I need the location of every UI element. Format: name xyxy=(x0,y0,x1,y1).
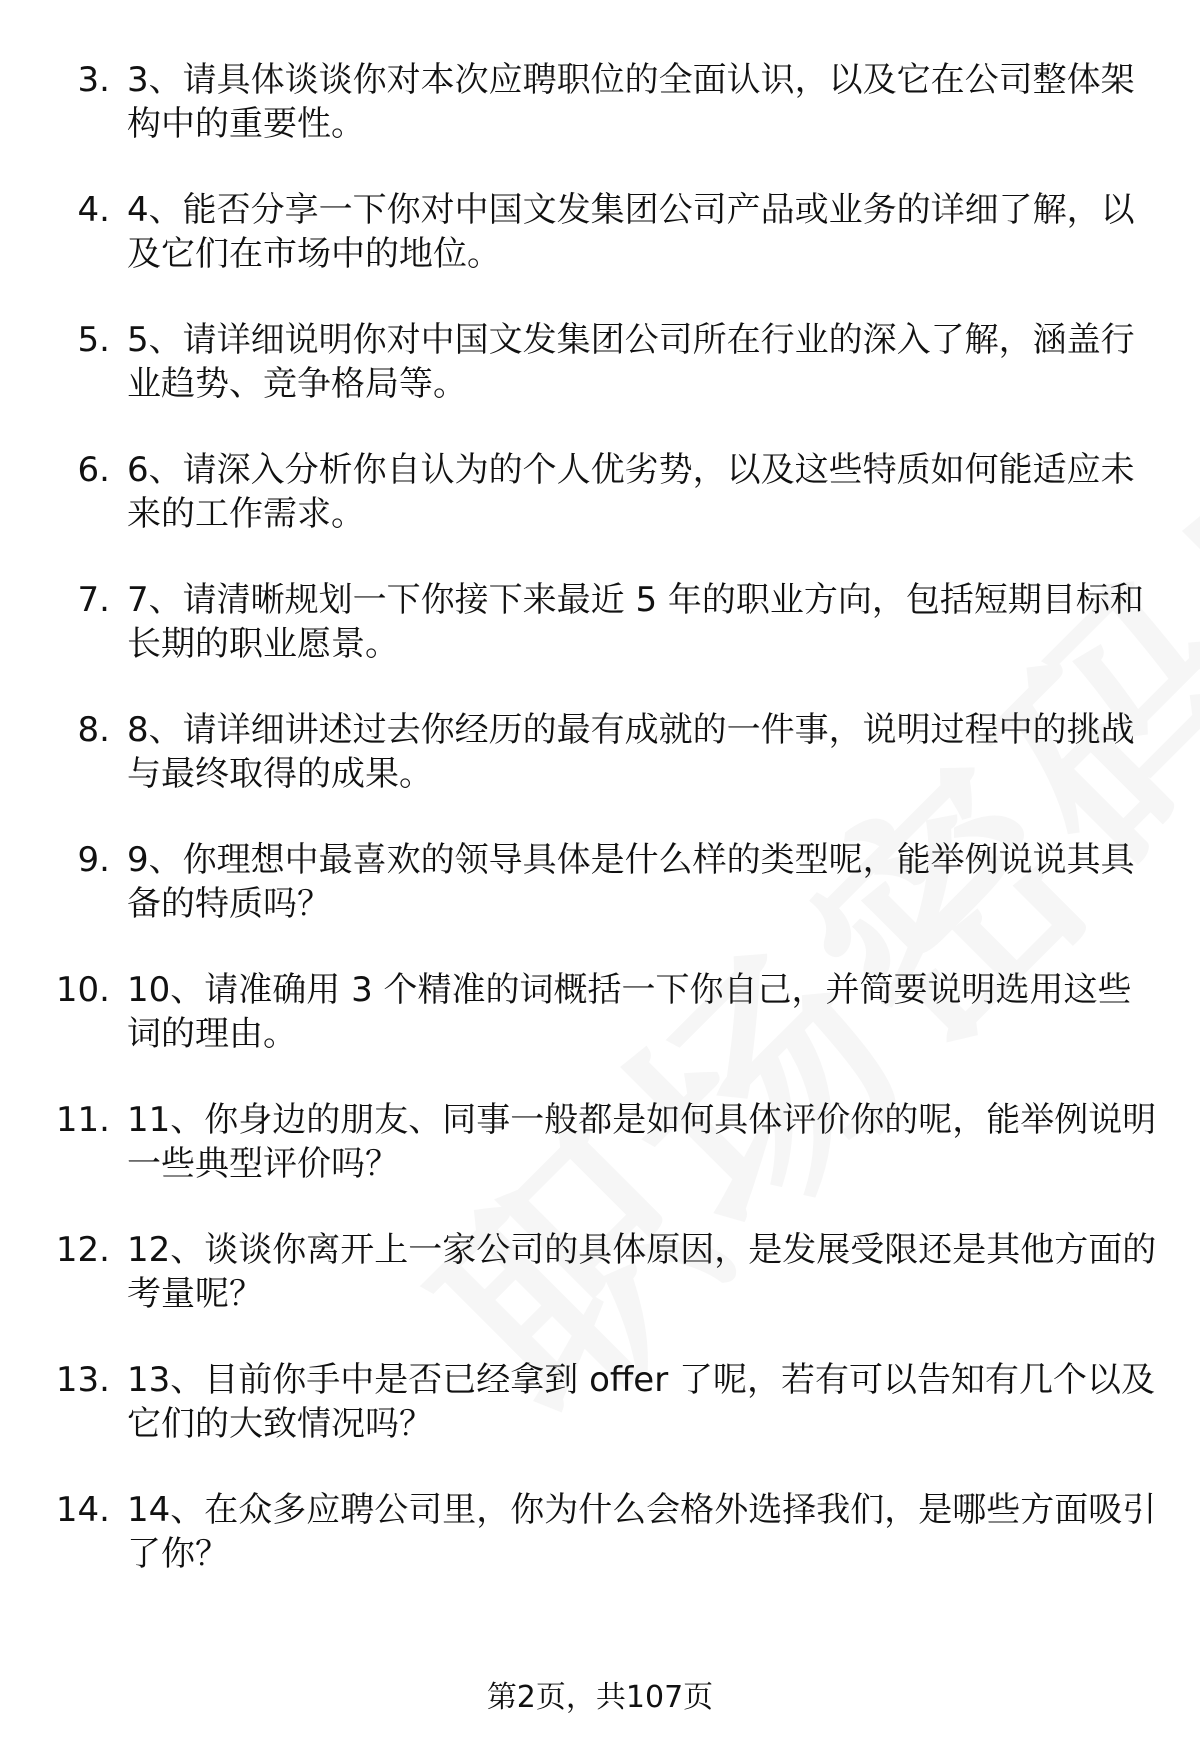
page-number-footer: 第2页，共107页 xyxy=(486,1680,714,1715)
question-item xyxy=(0,448,1200,578)
question-item xyxy=(0,838,1200,968)
question-text: 13、目前你手中是否已经拿到 offer 了呢，若有可以告知有几个以及它们的大致情况吗？ xyxy=(127,1360,1155,1444)
question-number: 6. xyxy=(77,450,110,490)
question-number: 9. xyxy=(77,840,110,880)
question-item xyxy=(0,188,1200,318)
question-text: 7、请清晰规划一下你接下来最近 5 年的职业方向，包括短期目标和长期的职业愿景。 xyxy=(127,580,1144,664)
question-item xyxy=(0,1228,1200,1358)
question-number: 7. xyxy=(77,580,110,620)
question-number: 4. xyxy=(77,190,110,230)
question-text: 6、请深入分析你自认为的个人优劣势，以及这些特质如何能适应未来的工作需求。 xyxy=(127,450,1135,534)
question-number: 11. xyxy=(55,1100,110,1140)
question-number: 12. xyxy=(55,1230,110,1270)
question-item xyxy=(0,1098,1200,1228)
question-list xyxy=(0,58,1200,1618)
question-text: 4、能否分享一下你对中国文发集团公司产品或业务的详细了解，以及它们在市场中的地位。 xyxy=(127,190,1135,274)
question-text: 10、请准确用 3 个精准的词概括一下你自己，并简要说明选用这些词的理由。 xyxy=(127,970,1132,1054)
question-item xyxy=(0,1358,1200,1488)
question-item xyxy=(0,318,1200,448)
question-text: 8、请详细讲述过去你经历的最有成就的一件事，说明过程中的挑战与最终取得的成果。 xyxy=(127,710,1135,794)
question-number: 10. xyxy=(55,970,110,1010)
question-text: 14、在众多应聘公司里，你为什么会格外选择我们，是哪些方面吸引了你？ xyxy=(127,1490,1157,1574)
question-number: 3. xyxy=(77,60,110,100)
question-item xyxy=(0,58,1200,188)
question-text: 3、请具体谈谈你对本次应聘职位的全面认识，以及它在公司整体架构中的重要性。 xyxy=(127,60,1135,144)
question-text: 11、你身边的朋友、同事一般都是如何具体评价你的呢，能举例说明一些典型评价吗？ xyxy=(127,1100,1157,1184)
question-item xyxy=(0,968,1200,1098)
question-text: 9、你理想中最喜欢的领导具体是什么样的类型呢，能举例说说其具备的特质吗？ xyxy=(127,840,1135,924)
question-number: 14. xyxy=(55,1490,110,1530)
question-item xyxy=(0,708,1200,838)
question-text: 12、谈谈你离开上一家公司的具体原因，是发展受限还是其他方面的考量呢？ xyxy=(127,1230,1157,1314)
question-number: 8. xyxy=(77,710,110,750)
question-number: 5. xyxy=(77,320,110,360)
question-item xyxy=(0,578,1200,708)
question-number: 13. xyxy=(55,1360,110,1400)
question-item xyxy=(0,1488,1200,1618)
question-text: 5、请详细说明你对中国文发集团公司所在行业的深入了解，涵盖行业趋势、竞争格局等。 xyxy=(127,320,1135,404)
